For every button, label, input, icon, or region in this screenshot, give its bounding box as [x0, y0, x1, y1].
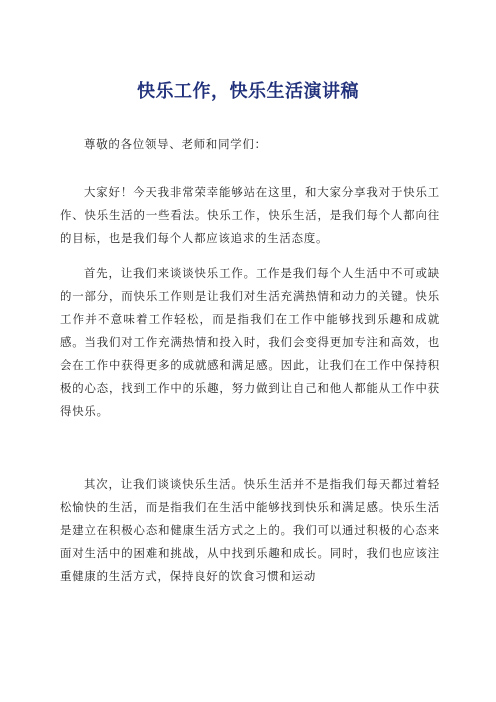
paragraph-intro: 大家好！今天我非常荣幸能够站在这里，和大家分享我对于快乐工作、快乐生活的一些看法。快乐工作，快乐生活，是我们每个人都向往的目标，也是我们每个人都应该追求的生活态度。 — [60, 185, 440, 245]
paragraph-happy-life: 其次，让我们谈谈快乐生活。快乐生活并不是指我们每天都过着轻松愉快的生活，而是指我们在生活中能够找到快乐和满足感。快乐生活是建立在积极心态和健康生活方式之上的。我们可以通过积极的心态来面对生活中的困难和挑战，从中找到乐趣和成长。同时，我们也应该注重健康的生活方式，保持良好的饮食习惯和运动 — [60, 477, 440, 583]
greeting-line: 尊敬的各位领导、老师和同学们： — [84, 137, 267, 151]
document-title: 快乐工作，快乐生活演讲稿 — [137, 81, 359, 102]
paragraph-happy-work: 首先，让我们来谈谈快乐工作。工作是我们每个人生活中不可或缺的一部分，而快乐工作则是让我们对生活充满热情和动力的关键。快乐工作并不意味着工作轻松，而是指我们在工作中能够找到乐趣和成就感。当我们对工作充满热情和投入时，我们会变得更加专注和高效，也会在工作中获得更多的成就感和满足感。因此，让我们在工作中保持积极的心态，找到工作中的乐趣，努力做到让自己和他人都能从工作中获得快乐。 — [60, 266, 440, 418]
